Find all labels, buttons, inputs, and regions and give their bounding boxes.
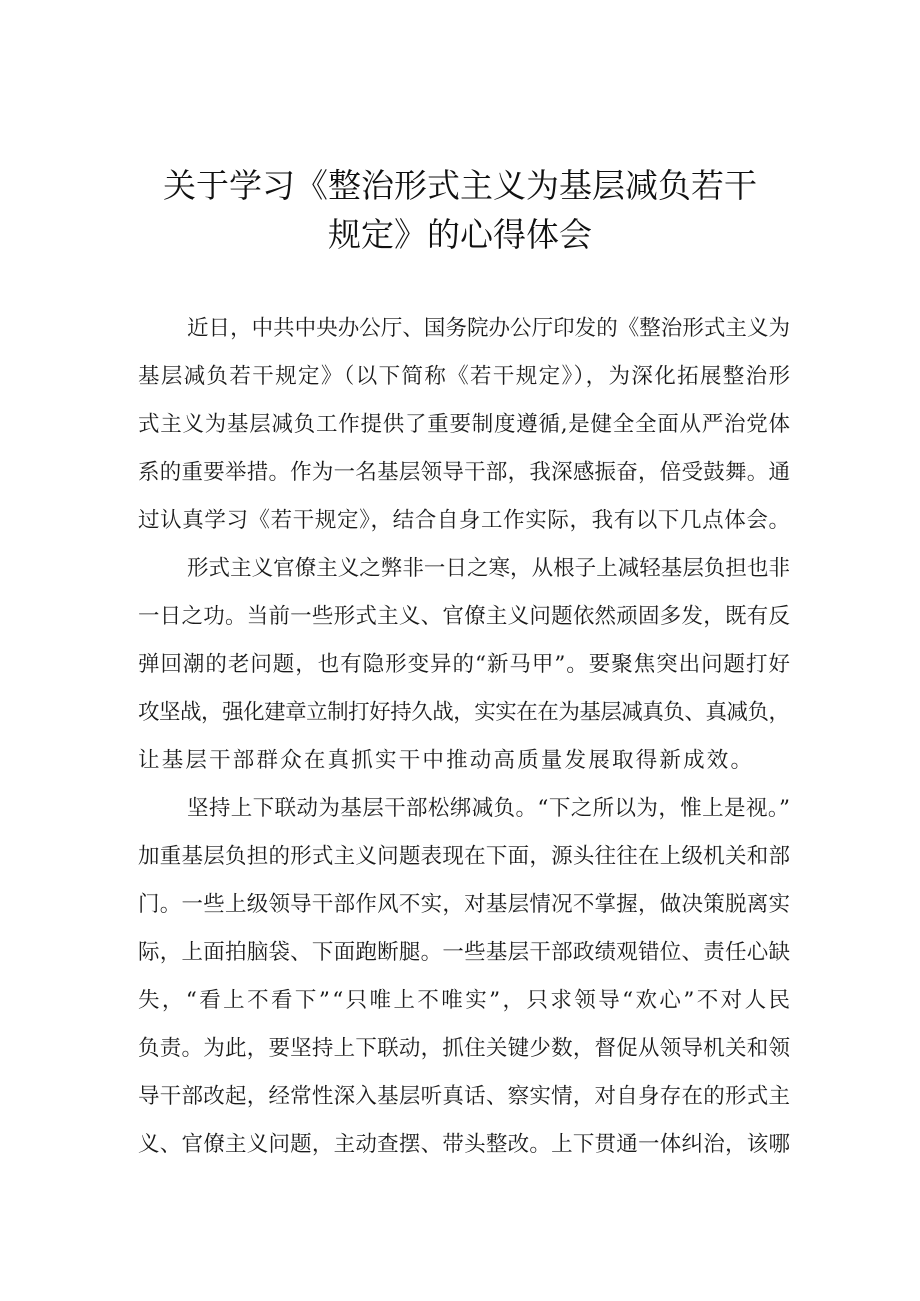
body-line: 基层减负若干规定》（以下简称《若干规定》），为深化拓展整治形 — [138, 364, 792, 389]
document-title-line-2: 规定》的心得体会 — [328, 215, 592, 254]
body-line: 际，上面拍脑袋、下面跑断腿。一些基层干部政绩观错位、责任心缺 — [138, 940, 791, 965]
body-line: 让基层干部群众在真抓实干中推动高质量发展取得新成效。 — [138, 748, 755, 773]
body-line: 过认真学习《若干规定》，结合自身工作实际，我有以下几点体会。 — [138, 508, 791, 533]
body-line: 加重基层负担的形式主义问题表现在下面，源头往往在上级机关和部 — [138, 844, 791, 869]
body-line: 失，“看上不看下”“只唯上不唯实”，只求领导“欢心”不对人民 — [138, 988, 793, 1013]
body-line: 攻坚战，强化建章立制打好持久战，实实在在为基层减真负、真减负， — [138, 700, 790, 725]
body-line: 义、官僚主义问题，主动查摆、带头整改。上下贯通一体纠治，该哪 — [138, 1132, 791, 1157]
body-line: 一日之功。当前一些形式主义、官僚主义问题依然顽固多发，既有反 — [138, 604, 791, 629]
body-line: 门。一些上级领导干部作风不实，对基层情况不掌握，做决策脱离实 — [138, 892, 791, 917]
body-line: 负责。为此，要坚持上下联动，抓住关键少数，督促从领导机关和领 — [138, 1036, 791, 1061]
body-line: 式主义为基层减负工作提供了重要制度遵循,是健全全面从严治党体 — [138, 412, 791, 437]
body-line: 弹回潮的老问题，也有隐形变异的“新马甲”。要聚焦突出问题打好 — [138, 652, 791, 677]
body-line: 导干部改起，经常性深入基层听真话、察实情，对自身存在的形式主 — [138, 1084, 791, 1109]
body-line: 系的重要举措。作为一名基层领导干部，我深感振奋，倍受鼓舞。通 — [138, 460, 791, 485]
body-line: 近日，中共中央办公厅、国务院办公厅印发的《整治形式主义为 — [187, 316, 791, 341]
document-title-line-1: 关于学习《整治形式主义为基层减负若干 — [163, 166, 757, 205]
body-line: 形式主义官僚主义之弊非一日之寒，从根子上减轻基层负担也非 — [187, 556, 791, 581]
body-line: 坚持上下联动为基层干部松绑减负。“下之所以为，惟上是视。” — [187, 796, 791, 821]
